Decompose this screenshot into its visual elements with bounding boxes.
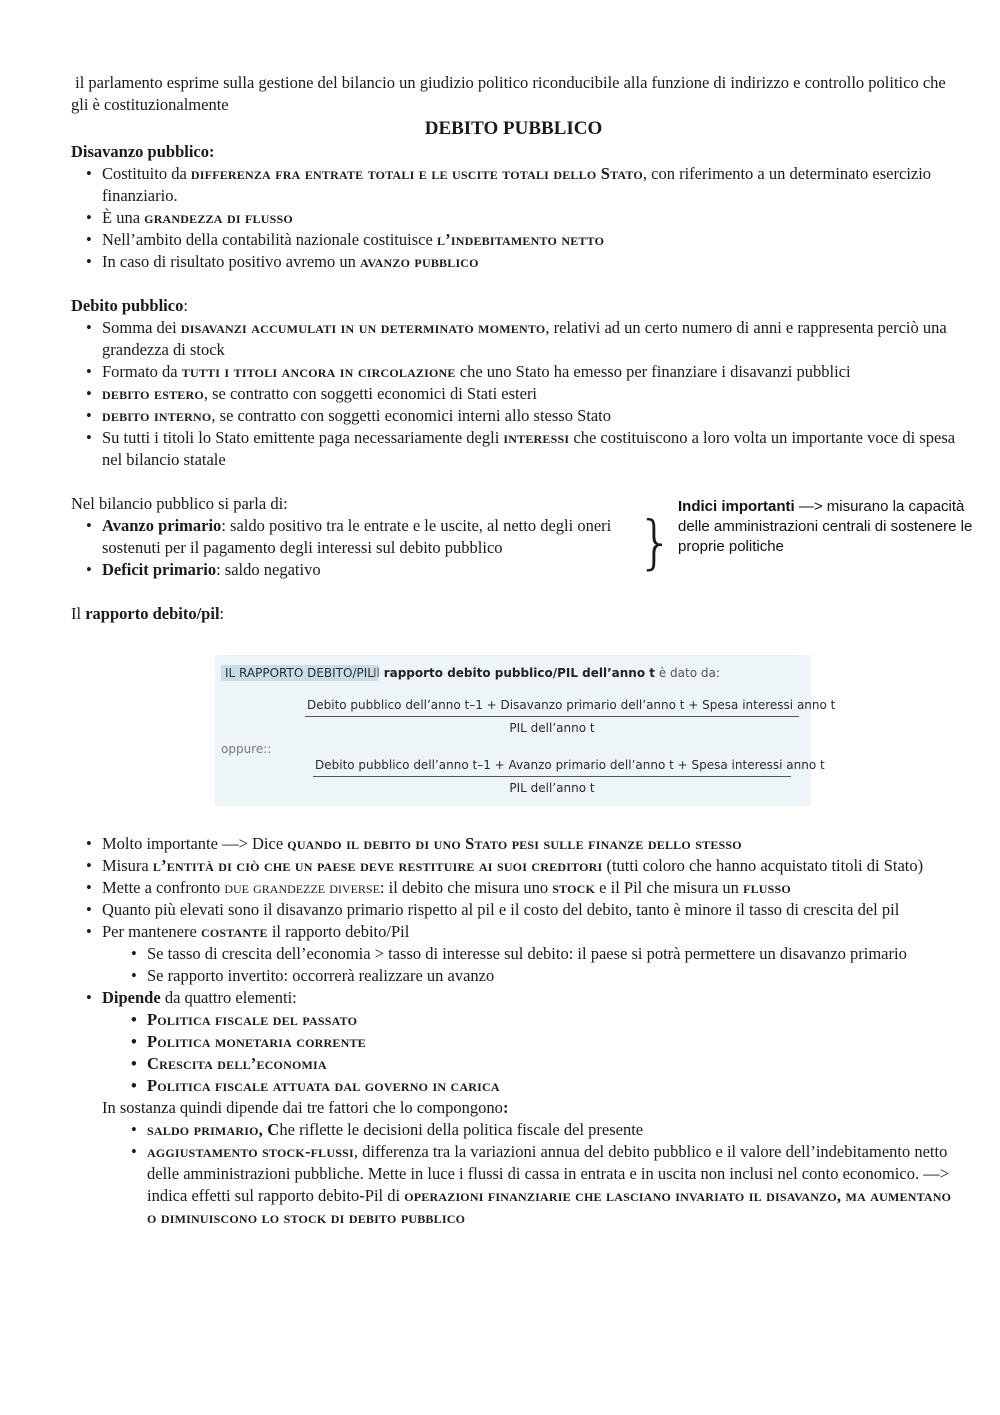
sub-list-item: • Crescita dell’economia <box>71 1053 956 1075</box>
formula-fraction-2 <box>313 757 825 796</box>
sub-list-item: • Politica monetaria corrente <box>71 1031 956 1053</box>
sub-list-item: • Se rapporto invertito: occorrerà realizzare un avanzo <box>71 965 956 987</box>
formula-label: IL RAPPORTO DEBITO/PIL <box>221 665 378 681</box>
curly-brace: } <box>637 508 674 576</box>
side-note: Indici importanti —> misurano la capacità delle amministrazioni centrali di sostenere le proprie politiche <box>678 498 973 555</box>
sub-list <box>71 943 956 987</box>
bilancio-list <box>71 515 636 581</box>
list-item: • È una grandezza di flusso <box>71 207 956 229</box>
debito-heading: Debito pubblico: <box>71 296 188 315</box>
formula-intro: Il rapporto debito pubblico/PIL dell’anno t è dato da: <box>373 666 720 680</box>
list-item: • Dipende da quattro elementi: • Politica fiscale del passato • Politica monetaria corrente • Crescita dell’economia • Politica fiscale attuata dal governo in carica <box>71 987 956 1097</box>
fraction-denominator: PIL dell’anno t <box>509 721 595 735</box>
list-item: • Deficit primario: saldo negativo <box>71 559 636 581</box>
formula-fraction-1 <box>305 697 836 736</box>
list-item: • Avanzo primario: saldo positivo tra le entrate e le uscite, al netto degli oneri sostenuti per il pagamento degli interessi sul debito pubblico <box>71 515 636 559</box>
list-item: • Formato da tutti i titoli ancora in circolazione che uno Stato ha emesso per finanziare i disavanzi pubblici <box>71 361 956 383</box>
rapporto-lead: Il rapporto debito/pil: <box>71 604 225 623</box>
list-item: • Costituito da differenza fra entrate totali e le uscite totali dello Stato, con riferimento a un determinato esercizio finanziario. <box>71 163 956 207</box>
list-item: • Mette a confronto due grandezze diverse: il debito che misura uno stock e il Pil che misura un flusso <box>71 877 956 899</box>
list-item: • Molto importante —> Dice quando il debito di uno Stato pesi sulle finanze dello stesso <box>71 833 956 855</box>
sub-list-item: • Politica fiscale attuata dal governo in carica <box>71 1075 956 1097</box>
list-item: • Somma dei disavanzi accumulati in un determinato momento, relativi ad un certo numero di anni e rappresenta perciò una grandezza di stock <box>71 317 956 361</box>
disavanzo-list <box>71 163 956 273</box>
disavanzo-heading: Disavanzo pubblico: <box>71 142 215 161</box>
list-item: • Su tutti i titoli lo Stato emittente paga necessariamente degli interessi che costituiscono a loro volta un importante voce di spesa nel bilancio statale <box>71 427 956 471</box>
list-item: • Misura l’entità di ciò che un paese deve restituire ai suoi creditori (tutti coloro che hanno acquistato titoli di Stato) <box>71 855 956 877</box>
fraction-numerator: Debito pubblico dell’anno t–1 + Disavanzo primario dell’anno t + Spesa interessi anno t <box>305 697 799 717</box>
fraction-denominator: PIL dell’anno t <box>509 781 595 795</box>
sub-list-item: • saldo primario, Che riflette le decisioni della politica fiscale del presente <box>71 1119 956 1141</box>
list-item: • debito estero, se contratto con soggetti economici di Stati esteri <box>71 383 956 405</box>
page-title: DEBITO PUBBLICO <box>424 118 603 139</box>
document-page <box>71 72 973 1229</box>
sostanza-line: In sostanza quindi dipende dai tre fattori che lo compongono: <box>102 1098 509 1117</box>
rapporto-list <box>71 833 956 1097</box>
list-item: • debito interno, se contratto con soggetti economici interni allo stesso Stato <box>71 405 956 427</box>
list-item: • Nell’ambito della contabilità nazionale costituisce l’indebitamento netto <box>71 229 956 251</box>
bilancio-lead: Nel bilancio pubblico si parla di: <box>71 494 288 513</box>
list-item: • In caso di risultato positivo avremo un avanzo pubblico <box>71 251 956 273</box>
sostanza-list <box>71 1119 956 1229</box>
debito-list <box>71 317 956 471</box>
fraction-numerator: Debito pubblico dell’anno t–1 + Avanzo primario dell’anno t + Spesa interessi anno t <box>313 757 791 777</box>
list-item: • Per mantenere costante il rapporto debito/Pil • Se tasso di crescita dell’economia > tasso di interesse sul debito: il paese si potrà permettere un disavanzo primario • Se rapporto invertito: occorrerà realizzare un avanzo <box>71 921 956 987</box>
sub-list-item: • Politica fiscale del passato <box>71 1009 956 1031</box>
sub-list <box>71 1009 956 1097</box>
sub-list-item: • Se tasso di crescita dell’economia > tasso di interesse sul debito: il paese si potrà permettere un disavanzo primario <box>71 943 956 965</box>
formula-box <box>215 655 836 806</box>
intro-paragraph: il parlamento esprime sulla gestione del bilancio un giudizio politico riconducibile alla funzione di indirizzo e controllo politico che gli è costituzionalmente <box>71 73 946 114</box>
formula-oppure: oppure:: <box>221 742 272 756</box>
list-item: • Quanto più elevati sono il disavanzo primario rispetto al pil e il costo del debito, tanto è minore il tasso di crescita del pil <box>71 899 956 921</box>
bilancio-section <box>71 493 973 581</box>
sub-list-item: • aggiustamento stock-flussi, differenza tra la variazioni annua del debito pubblico e il valore dell’indebitamento netto delle amministrazioni pubbliche. Mette in luce i flussi di cassa in entrata e in uscita non inclusi nel conto economico. —> indica effetti sul rapporto debito-Pil di operazioni finanziarie che lasciano invariato il disavanzo, ma aumentano o diminuiscono lo stock di debito pubblico <box>71 1141 956 1229</box>
